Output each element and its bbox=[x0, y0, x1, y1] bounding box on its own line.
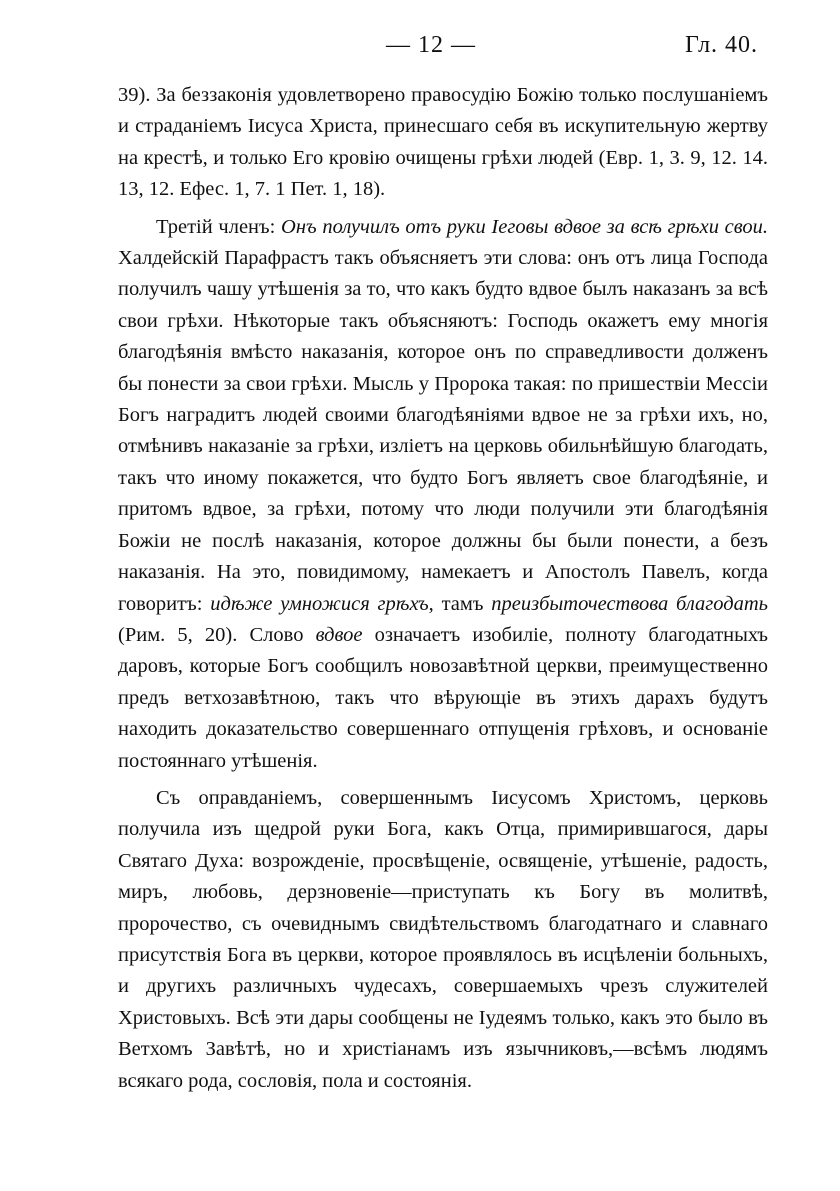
paragraph-2-text: , тамъ bbox=[428, 592, 492, 615]
scripture-quote: Онъ получилъ отъ руки Іеговы вдвое за всѣ грѣхи свои. bbox=[281, 215, 768, 238]
paragraph-1-text: 39). За беззаконія удовлетворено правосудію Божію только послушаніемъ и страданіемъ Іисуса Христа, принесшаго себя въ искупительную жертву на крестѣ, и только Его кровію очищены грѣхи людей (Евр. 1, 3. 9, 12. 14. 13, 12. Ефес. 1, 7. 1 Пет. 1, 18). bbox=[118, 84, 768, 201]
paragraph-2-text: (Рим. 5, 20). Слово bbox=[118, 623, 316, 646]
chapter-label: Гл. 40. bbox=[685, 32, 759, 58]
paragraph-2 bbox=[118, 212, 768, 777]
emphasized-word: вдвое bbox=[315, 623, 363, 646]
paragraph-3 bbox=[118, 783, 768, 1097]
body-text bbox=[118, 80, 768, 1097]
paragraph-2-text: означаетъ изобиліе, полноту благодатныхъ даровъ, которые Богъ сообщилъ новозавѣтной церкви, преимущественно предъ ветхозавѣтною, такъ что вѣрующіе въ этихъ дарахъ будутъ находить доказательство совершеннаго отпущенія грѣховъ, и основаніе постояннаго утѣшенія. bbox=[118, 623, 768, 772]
scripture-quote: идѣже умножися грѣхъ bbox=[210, 592, 429, 615]
paragraph-1 bbox=[118, 80, 768, 206]
scripture-quote: преизбыточествова благодать bbox=[491, 592, 768, 615]
paragraph-2-text: Халдейскій Парафрастъ такъ объясняетъ эти слова: онъ отъ лица Господа получилъ чашу утѣшенія за то, что какъ будто вдвое былъ наказанъ за всѣ свои грѣхи. Нѣкоторые такъ объясняютъ: Господь окажетъ ему многія благодѣянія вмѣсто наказанія, которое онъ по справедливости долженъ бы понести за свои грѣхи. Мысль у Пророка такая: по пришествіи Мессіи Богъ наградитъ людей своими благодѣяніями вдвое не за грѣхи ихъ, но, отмѣнивъ наказаніе за грѣхи, изліетъ на церковь обильнѣйшую благодать, такъ что иному покажется, что будто Богъ являетъ свое благодѣяніе, и притомъ вдвое, за грѣхи, потому что люди получили эти благодѣянія Божіи не послѣ наказанія, которое должны бы были понести, а безъ наказанія. На это, повидимому, намекаетъ и Апостолъ Павелъ, когда говоритъ: bbox=[118, 247, 768, 615]
page-number: — 12 — bbox=[386, 32, 476, 58]
paragraph-2-text: Третій членъ: bbox=[156, 215, 282, 238]
page-header bbox=[0, 30, 840, 64]
paragraph-3-text: Съ оправданіемъ, совершеннымъ Іисусомъ Христомъ, церковь получила изъ щедрой руки Бога, какъ Отца, примирившагося, дары Святаго Духа: возрожденіе, просвѣщеніе, освященіе, утѣшеніе, радость, миръ, любовь, дерзновеніе—приступать къ Богу въ молитвѣ, пророчество, съ очевиднымъ свидѣтельствомъ благодатнаго и славнаго присутствія Бога въ церкви, которое проявлялось въ исцѣленіи больныхъ, и другихъ различныхъ чудесахъ, совершаемыхъ чрезъ служителей Христовыхъ. Всѣ эти дары сообщены не Іудеямъ только, какъ это было въ Ветхомъ Завѣтѣ, но и христіанамъ изъ язычниковъ,—всѣмъ людямъ всякаго рода, сословія, пола и состоянія. bbox=[118, 786, 768, 1092]
